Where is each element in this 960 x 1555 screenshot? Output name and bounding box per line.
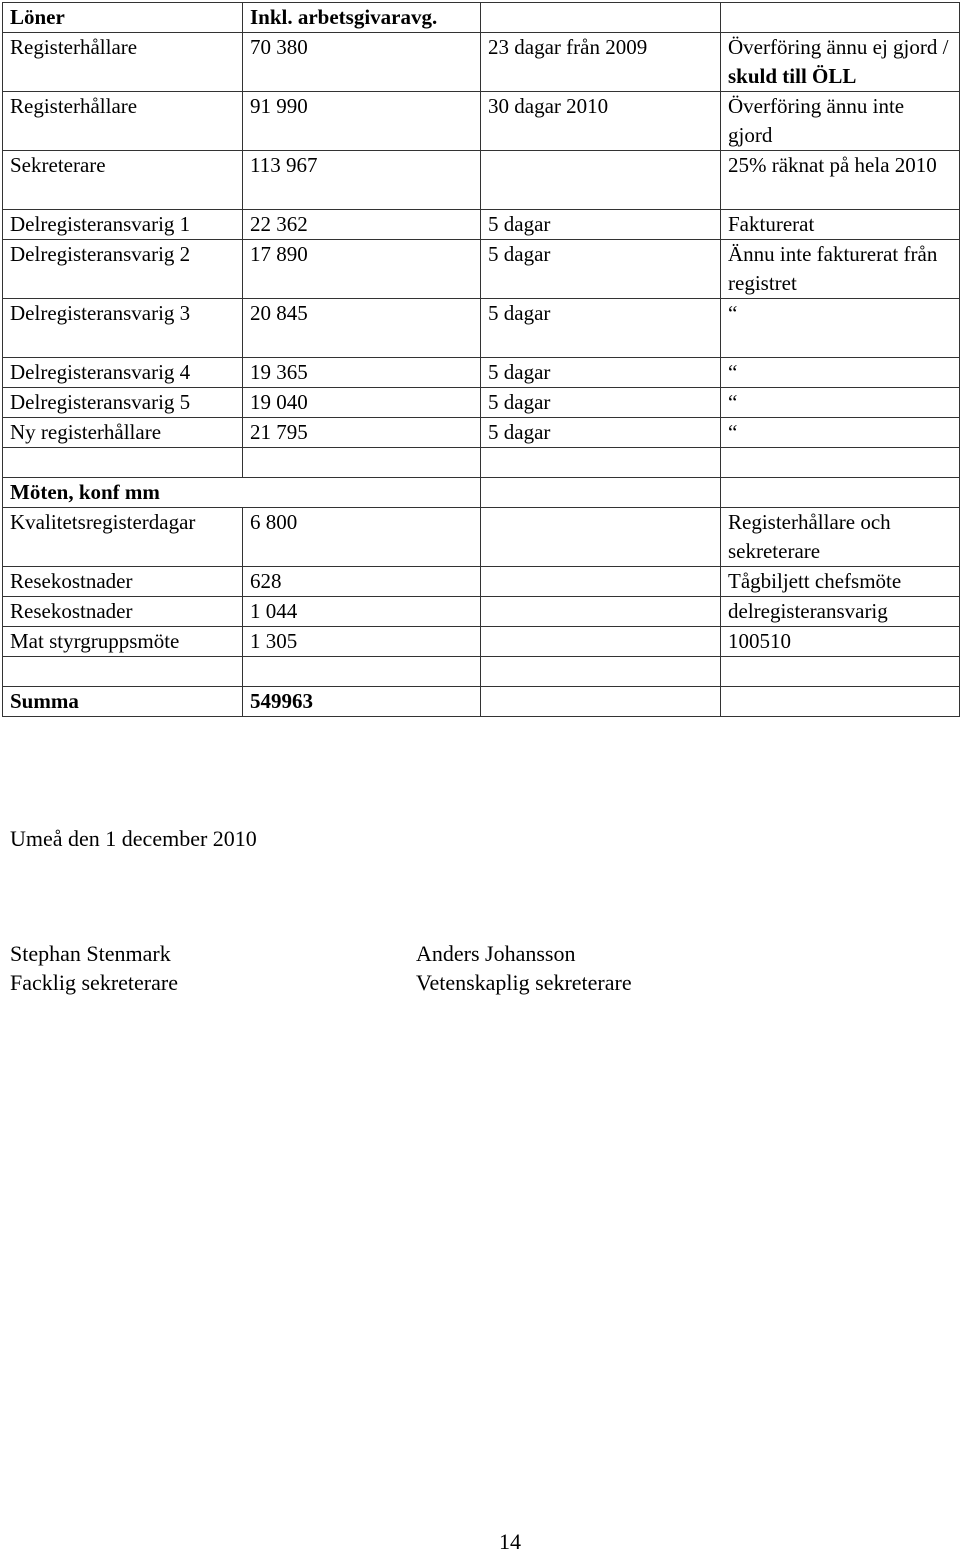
table-row (3, 418, 960, 448)
amount-cell: 22 362 (243, 210, 481, 240)
empty-cell (481, 687, 721, 717)
empty-cell (721, 448, 960, 478)
section-heading-row (3, 478, 960, 508)
empty-cell (481, 478, 721, 508)
page-number: 14 (499, 1529, 521, 1554)
empty-cell (481, 567, 721, 597)
table-row (3, 358, 960, 388)
total-label: Summa (3, 687, 243, 717)
amount-cell: 19 365 (243, 358, 481, 388)
table-row (3, 567, 960, 597)
empty-row (3, 448, 960, 478)
time-cell (481, 151, 721, 210)
total-row (3, 687, 960, 717)
table-row (3, 299, 960, 358)
role-cell: Delregisteransvarig 2 (3, 240, 243, 299)
table-row (3, 597, 960, 627)
signatory-title: Vetenskaplig sekreterare (416, 970, 632, 995)
signatory-name: Stephan Stenmark (10, 941, 171, 966)
amount-cell: 628 (243, 567, 481, 597)
time-cell: 5 dagar (481, 358, 721, 388)
amount-cell: 17 890 (243, 240, 481, 299)
note-cell: delregisteransvarig (721, 597, 960, 627)
time-cell: 30 dagar 2010 (481, 92, 721, 151)
note-cell: Fakturerat (721, 210, 960, 240)
header-cell (481, 3, 721, 33)
time-cell: 5 dagar (481, 418, 721, 448)
note-cell: Tågbiljett chefsmöte (721, 567, 960, 597)
time-cell: 5 dagar (481, 240, 721, 299)
budget-table (2, 2, 960, 717)
note-cell: “ (721, 388, 960, 418)
item-cell: Mat styrgruppsmöte (3, 627, 243, 657)
table-row (3, 92, 960, 151)
empty-cell (481, 448, 721, 478)
time-cell: 23 dagar från 2009 (481, 33, 721, 92)
note-cell: 100510 (721, 627, 960, 657)
amount-cell: 91 990 (243, 92, 481, 151)
table-row (3, 210, 960, 240)
table-row (3, 240, 960, 299)
empty-cell (721, 657, 960, 687)
section-heading: Möten, konf mm (3, 478, 481, 508)
amount-cell: 21 795 (243, 418, 481, 448)
note-cell (721, 33, 960, 92)
signature-block (10, 939, 178, 997)
item-cell: Resekostnader (3, 597, 243, 627)
empty-row (3, 657, 960, 687)
empty-cell (3, 448, 243, 478)
note-cell: Överföring ännu inte gjord (721, 92, 960, 151)
total-value: 549963 (243, 687, 481, 717)
time-cell: 5 dagar (481, 210, 721, 240)
empty-cell (721, 478, 960, 508)
signatory-title: Facklig sekreterare (10, 970, 178, 995)
item-cell: Kvalitetsregisterdagar (3, 508, 243, 567)
note-cell: Ännu inte fakturerat från registret (721, 240, 960, 299)
amount-cell: 20 845 (243, 299, 481, 358)
role-cell: Delregisteransvarig 5 (3, 388, 243, 418)
header-cell: Inkl. arbetsgivaravg. (243, 3, 481, 33)
note-cell: Registerhållare och sekreterare (721, 508, 960, 567)
header-cell: Löner (3, 3, 243, 33)
empty-cell (481, 657, 721, 687)
empty-cell (243, 448, 481, 478)
amount-cell: 70 380 (243, 33, 481, 92)
empty-cell (481, 627, 721, 657)
header-cell (721, 3, 960, 33)
table-row (3, 627, 960, 657)
role-cell: Delregisteransvarig 4 (3, 358, 243, 388)
time-cell: 5 dagar (481, 388, 721, 418)
table-row (3, 33, 960, 92)
note-cell: 25% räknat på hela 2010 (721, 151, 960, 210)
table-header-row (3, 3, 960, 33)
role-cell: Ny registerhållare (3, 418, 243, 448)
time-cell: 5 dagar (481, 299, 721, 358)
empty-cell (243, 657, 481, 687)
note-bold-text: skuld till ÖLL (728, 64, 857, 88)
role-cell: Delregisteransvarig 1 (3, 210, 243, 240)
empty-cell (3, 657, 243, 687)
amount-cell: 19 040 (243, 388, 481, 418)
signature-block (416, 939, 632, 997)
amount-cell: 1 044 (243, 597, 481, 627)
note-cell: “ (721, 418, 960, 448)
role-cell: Registerhållare (3, 33, 243, 92)
table-row (3, 388, 960, 418)
note-cell: “ (721, 299, 960, 358)
role-cell: Registerhållare (3, 92, 243, 151)
role-cell: Delregisteransvarig 3 (3, 299, 243, 358)
place-date: Umeå den 1 december 2010 (10, 826, 257, 851)
empty-cell (721, 687, 960, 717)
table-row (3, 151, 960, 210)
table-row (3, 508, 960, 567)
signatory-name: Anders Johansson (416, 941, 576, 966)
amount-cell: 1 305 (243, 627, 481, 657)
note-text: Överföring ännu ej gjord / (728, 35, 949, 59)
empty-cell (481, 508, 721, 567)
item-cell: Resekostnader (3, 567, 243, 597)
empty-cell (481, 597, 721, 627)
amount-cell: 113 967 (243, 151, 481, 210)
note-cell: “ (721, 358, 960, 388)
role-cell: Sekreterare (3, 151, 243, 210)
amount-cell: 6 800 (243, 508, 481, 567)
